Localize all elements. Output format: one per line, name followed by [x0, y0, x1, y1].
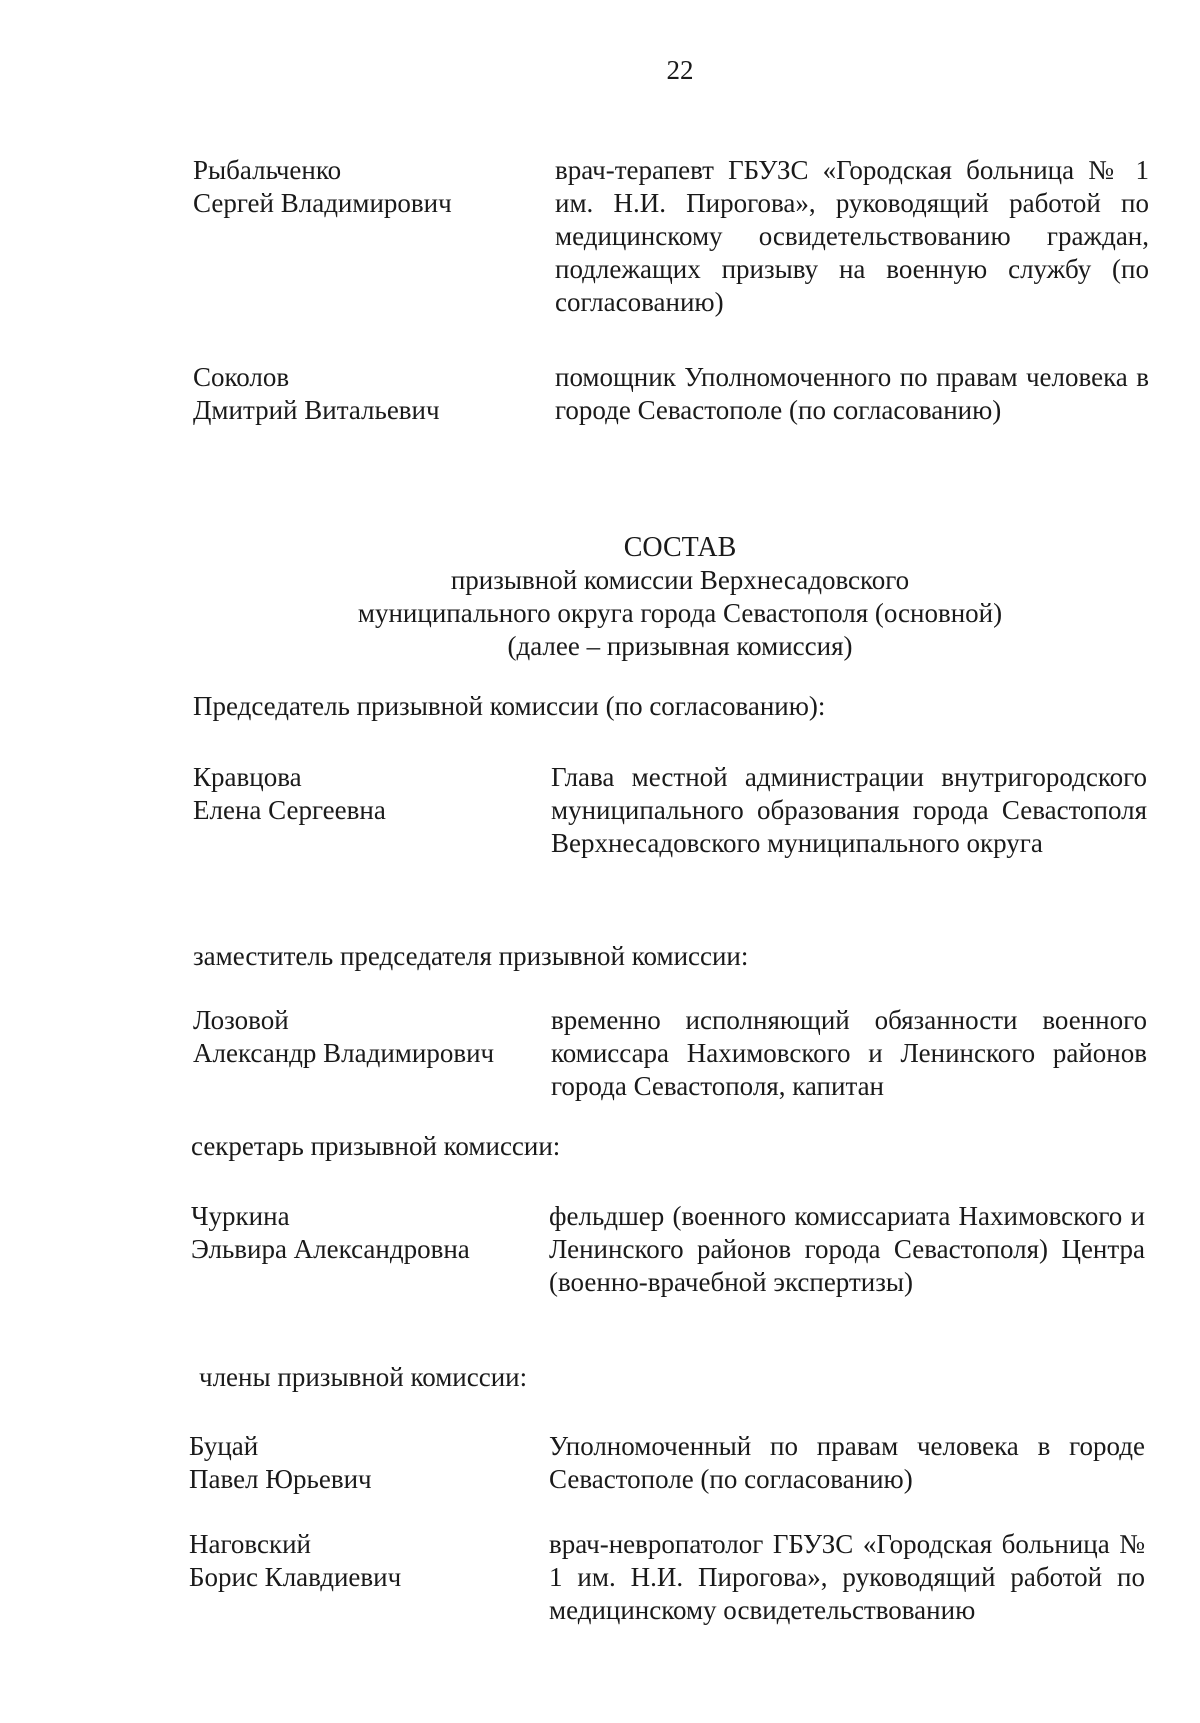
deputy-label: заместитель председателя призывной комиссии:	[193, 941, 749, 971]
chair-name: Кравцова Елена Сергеевна	[193, 762, 386, 825]
member-description: врач-терапевт ГБУЗС «Городская больница № 1 им. Н.И. Пирогова», руководящий работой по медицинскому освидетельствованию граждан, подлежащих призыву на военную службу (по согласованию)	[555, 155, 1149, 317]
member-description: Уполномоченный по правам человека в городе Севастополе (по согласованию)	[549, 1431, 1145, 1494]
chair-label: Председатель призывной комиссии (по согласованию):	[193, 691, 826, 721]
heading-line: (далее – призывная комиссия)	[507, 631, 853, 661]
heading-title: СОСТАВ	[623, 532, 737, 563]
secretary-description: фельдшер (военного комиссариата Нахимовского и Ленинского районов города Севастополя) Центра (военно-врачебной экспертизы)	[549, 1201, 1145, 1297]
member-name: Наговский Борис Клавдиевич	[189, 1529, 402, 1592]
deputy-description: временно исполняющий обязанности военного комиссара Нахимовского и Ленинского районов города Севастополя, капитан	[551, 1005, 1147, 1101]
chair-description: Глава местной администрации внутригородского муниципального образования города Севастополя Верхнесадовского муниципального округа	[551, 762, 1147, 858]
member-name: Буцай Павел Юрьевич	[189, 1431, 372, 1494]
deputy-name: Лозовой Александр Владимирович	[193, 1005, 495, 1068]
member-description: помощник Уполномоченного по правам человека в городе Севастополе (по согласованию)	[555, 362, 1149, 425]
heading-line: муниципального округа города Севастополя (основной)	[357, 598, 1003, 628]
secretary-label: секретарь призывной комиссии:	[191, 1131, 561, 1161]
heading-line: призывной комиссии Верхнесадовского	[450, 565, 910, 595]
member-name: Соколов Дмитрий Витальевич	[193, 362, 440, 425]
secretary-name: Чуркина Эльвира Александровна	[191, 1201, 470, 1264]
member-description: врач-невропатолог ГБУЗС «Городская больница № 1 им. Н.И. Пирогова», руководящий работой по медицинскому освидетельствованию	[549, 1529, 1145, 1625]
page-number: 22	[666, 55, 694, 85]
member-name: Рыбальченко Сергей Владимирович	[193, 155, 452, 218]
members-label: члены призывной комиссии:	[199, 1362, 528, 1392]
section-heading	[0, 531, 1200, 663]
